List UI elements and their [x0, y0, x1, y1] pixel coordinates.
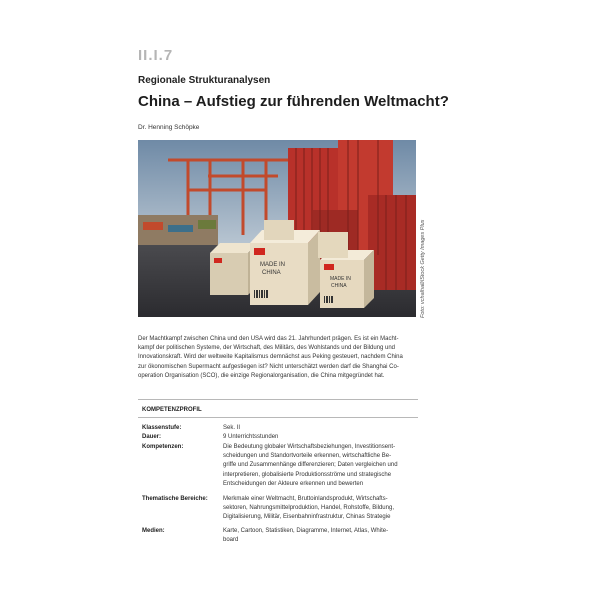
profile-label: Klassenstufe: — [142, 425, 182, 431]
profile-value-line: Die Bedeutung globaler Wirtschaftsbeziehungen, Investitionsent- — [223, 444, 396, 450]
profile-value-line: Merkmale einer Weltmacht, Bruttoinlandsprodukt, Wirtschafts- — [223, 496, 388, 502]
profile-value-line: Karte, Cartoon, Statistiken, Diagramme, Internet, Atlas, White- — [223, 528, 389, 534]
intro-line: Der Machtkampf zwischen China und den USA wird das 21. Jahrhundert prägen. Es ist ein Macht- — [138, 336, 399, 342]
page-title: China – Aufstieg zur führenden Weltmacht? — [138, 93, 449, 110]
profile-label: Medien: — [142, 528, 165, 534]
author: Dr. Henning Schöpke — [138, 124, 200, 131]
profile-value-line: sektoren, Nahrungsmittelproduktion, Handel, Rohstoffe, Bildung, — [223, 505, 394, 512]
profile-label: Kompetenzen: — [142, 444, 184, 450]
intro-line: kampf der politischen Systeme, der Wirtschaft, des Militärs, des Wohlstands und der Bildung und — [138, 345, 396, 352]
box-label-line-2: CHINA — [262, 270, 281, 276]
competence-profile-box — [138, 399, 418, 580]
photo-credit: Foto: vchalhall/iStock Getty Images Plus — [420, 219, 426, 318]
divider — [138, 417, 418, 418]
profile-label: Dauer: — [142, 434, 162, 440]
intro-line: operation Organisation (SCO), die einzige Regionalorganisation, die China mitgegründet hat. — [138, 372, 385, 379]
intro-paragraph — [138, 335, 430, 381]
profile-value-line: 9 Unterrichtsstunden — [223, 434, 279, 440]
profile-value-line: Sek. II — [223, 425, 241, 431]
profile-value-line: Entscheidungen der Akteure erkennen und bewerten — [223, 480, 364, 487]
container-port-illustration — [138, 140, 416, 317]
profile-value-line: board — [223, 537, 239, 544]
intro-line: Innovationskraft. Wird der weltweite Kapitalismus demnächst aus Peking gesteuert, nachdem China — [138, 354, 403, 361]
profile-value-line: griffe und Zusammenhänge differenzieren; Daten vergleichen und — [223, 462, 398, 469]
intro-line: zur ökonomischen Supermacht aufgestiegen ist? Nicht unterschätzt werden darf die Shanghai Co- — [138, 363, 399, 370]
box-label-small-line-2: CHINA — [331, 283, 347, 289]
cover-photo — [138, 140, 416, 317]
section-number: II.I.7 — [138, 47, 174, 64]
profile-value — [223, 495, 423, 523]
section-kicker: Regionale Strukturanalysen — [138, 75, 271, 86]
box-label-small-line-1: MADE IN — [330, 276, 351, 282]
profile-value — [223, 424, 423, 433]
competence-profile-heading: KOMPETENZPROFIL — [142, 407, 202, 413]
profile-value — [223, 433, 423, 442]
profile-value-line: Digitalisierung, Militär, Eisenbahninfrastruktur, Chinas Strategie — [223, 514, 391, 521]
profile-value — [223, 527, 423, 545]
box-label-line-1: MADE IN — [260, 262, 286, 268]
profile-value — [223, 443, 423, 489]
profile-value-line: scheidungen und Standortvorteile erkennen, wirtschaftliche Be- — [223, 453, 392, 460]
profile-label: Thematische Bereiche: — [142, 496, 208, 502]
profile-value-line: interpretieren, globalisierte Produktionsströme und strategische — [223, 471, 392, 478]
